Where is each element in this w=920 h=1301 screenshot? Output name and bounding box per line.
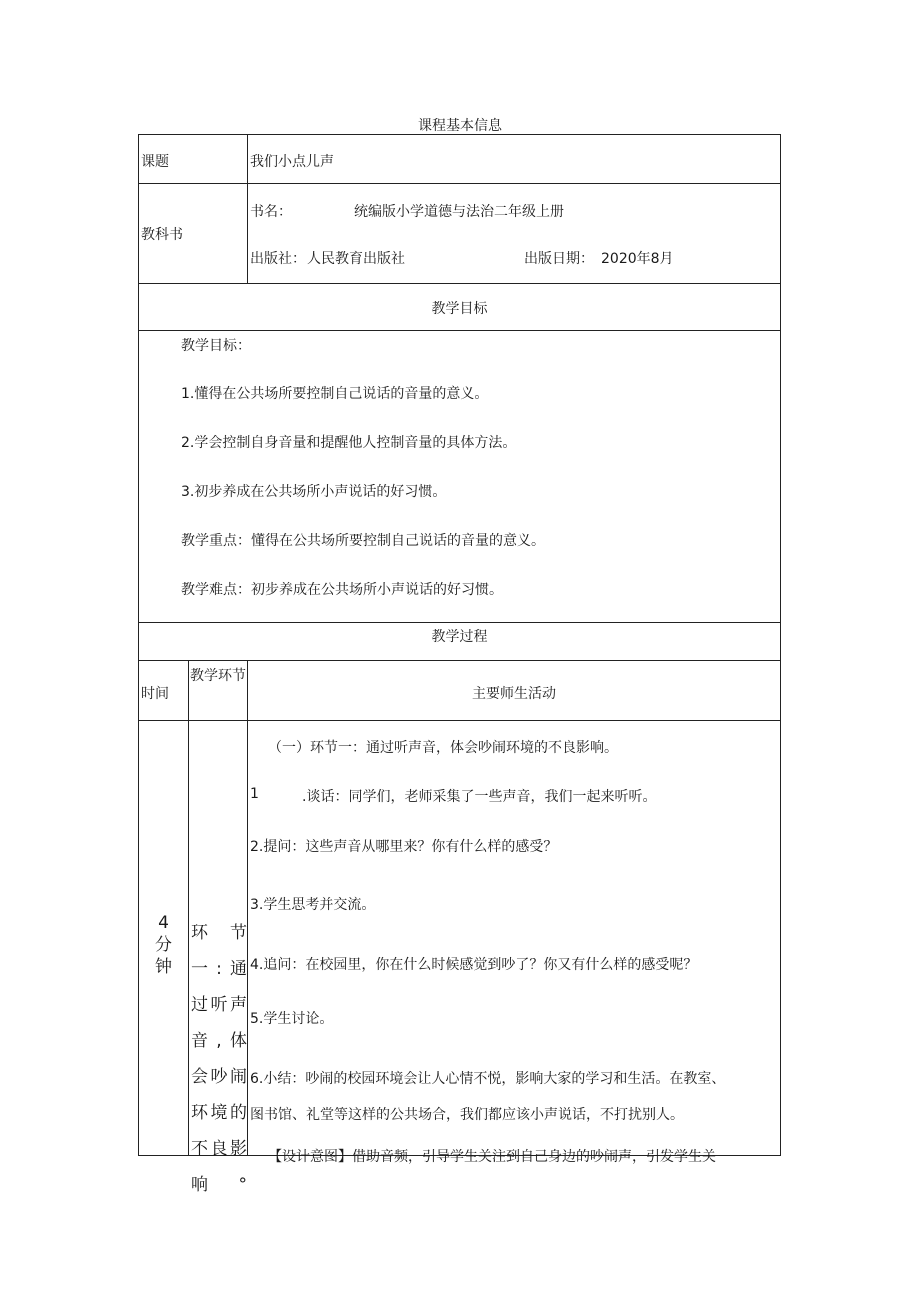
publisher-value: 人民教育出版社 [307,251,405,267]
col-stage: 教学环节 [190,668,246,684]
design-intent: 【设计意图】借助音频，引导学生关注到自己身边的吵闹声，引发学生关 [268,1149,716,1165]
activity-heading: （一）环节一：通过听声音，体会吵闹环境的不良影响。 [268,740,618,756]
stage-value: 环节一:通过听声音,体会吵闹环境的不良影响° [191,923,247,1195]
pub-date-label: 出版日期： [524,251,594,267]
step6-line1: 6.小结：吵闹的校园环境会让人心情不悦，影响大家的学习和生活。在教室、 [250,1071,726,1087]
step4: 4.追问：在校园里，你在什么时候感觉到吵了？你又有什么样的感受呢？ [250,957,698,973]
objective-item-2: 2.学会控制自身音量和提醒他人控制音量的具体方法。 [181,435,517,451]
step1-number: 1 [250,786,259,802]
col-activity: 主要师生活动 [472,686,556,702]
time-value: 4分钟 [155,913,173,977]
objective-item-1: 1.懂得在公共场所要控制自己说话的音量的意义。 [181,386,489,402]
textbook-label: 教科书 [141,227,183,243]
key-point: 教学重点：懂得在公共场所要控制自己说话的音量的意义。 [181,533,545,549]
process-header: 教学过程 [431,629,488,645]
objectives-intro: 教学目标： [181,338,251,354]
book-name-label: 书名： [250,204,292,220]
step6-line2: 图书馆、礼堂等这样的公共场合，我们都应该小声说话，不打扰别人。 [250,1107,684,1123]
step5: 5.学生讨论。 [250,1011,334,1027]
step2: 2.提问：这些声音从哪里来？你有什么样的感受？ [250,839,558,855]
topic-value: 我们小点儿声 [250,154,334,170]
page-title: 课程基本信息 [418,118,502,134]
difficulty: 教学难点：初步养成在公共场所小声说话的好习惯。 [181,582,503,598]
topic-label: 课题 [141,154,169,170]
pub-date-value: 2020年8月 [601,251,674,267]
design-intent-clip [248,1140,780,1165]
publisher-label: 出版社： [250,251,306,267]
col-time: 时间 [141,686,169,702]
book-name-value: 统编版小学道德与法治二年级上册 [354,204,564,220]
step1-text: .谈话：同学们，老师采集了一些声音，我们一起来听听。 [302,789,657,805]
objective-item-3: 3.初步养成在公共场所小声说话的好习惯。 [181,484,447,500]
objectives-header: 教学目标 [431,301,488,317]
step3: 3.学生思考并交流。 [250,897,376,913]
